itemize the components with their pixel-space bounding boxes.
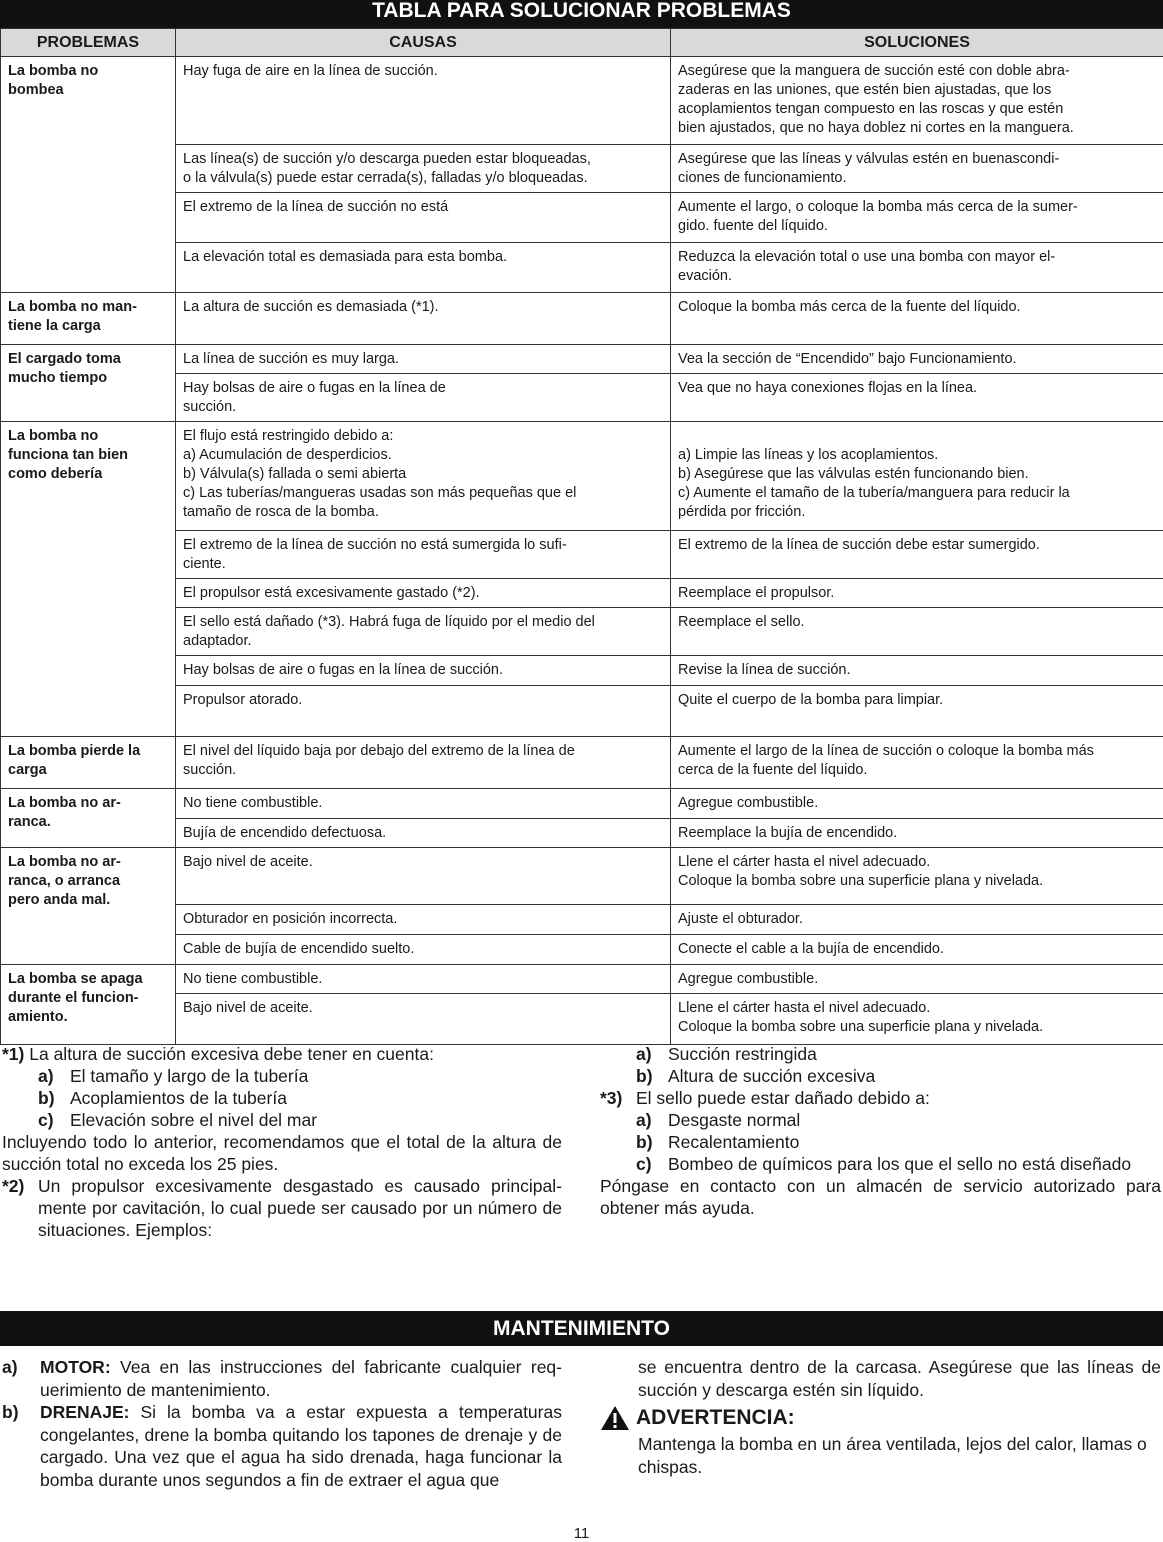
item-text: Bombeo de químicos para los que el sello no está diseñado [668,1154,1131,1174]
table-row [1,965,1163,994]
cause-cell [176,293,671,345]
table-row [1,848,1163,905]
table-row [1,293,1163,345]
solution-line: Reemplace el sello. [678,613,1156,632]
table-row [1,57,1163,145]
motor-label: MOTOR: [40,1357,111,1377]
footnote-3-item [600,1131,1161,1153]
solution-cell [671,374,1163,422]
footnote-2-item [600,1065,1161,1087]
cause-line: o la válvula(s) puede estar cerrada(s), falladas y/o bloqueadas. [183,169,663,188]
solution-cell [671,935,1163,965]
solution-line: Revise la línea de succión. [678,661,1156,680]
maintenance-item-motor [2,1356,562,1401]
solution-cell [671,905,1163,935]
cause-cell [176,145,671,193]
cause-cell [176,531,671,579]
table-row [1,737,1163,789]
problem-line: amiento. [8,1008,168,1027]
problem-cell [1,422,176,737]
table-row [1,193,1163,243]
column-header-problemas: PROBLEMAS [1,29,176,57]
solution-line: zaderas en las uniones, que estén bien ajustadas, que los [678,81,1156,100]
solution-line: Coloque la bomba sobre una superficie plana y nivelada. [678,872,1156,891]
item-text: Elevación sobre el nivel del mar [70,1110,317,1130]
cause-cell [176,935,671,965]
solution-cell [671,57,1163,145]
solution-line: Reduzca la elevación total o use una bomba con mayor el- [678,248,1156,267]
item-key: a) [636,1109,652,1131]
item-key: c) [636,1153,652,1175]
cause-cell [176,994,671,1045]
solution-line: Conecte el cable a la bujía de encendido. [678,940,1156,959]
solution-cell [671,848,1163,905]
solution-line: Aumente el largo, o coloque la bomba más cerca de la sumer- [678,198,1156,217]
footnote-3-item [600,1109,1161,1131]
solution-cell [671,193,1163,243]
solution-line: c) Aumente el tamaño de la tubería/manguera para reducir la [678,484,1156,503]
column-header-causas: CAUSAS [176,29,671,57]
problem-cell [1,965,176,1045]
problem-line: como debería [8,465,168,484]
problem-line: ranca. [8,813,168,832]
problem-line: El cargado toma [8,350,168,369]
solution-cell [671,789,1163,819]
table-row [1,243,1163,293]
cause-line: El nivel del líquido baja por debajo del extremo de la línea de [183,742,663,761]
page-number: 11 [0,1525,1163,1542]
cause-line: c) Las tuberías/mangueras usadas son más pequeñas que el [183,484,663,503]
cause-line: La línea de succión es muy larga. [183,350,663,369]
solution-cell [671,819,1163,848]
footnote-1-tag: *1) [2,1044,24,1064]
cause-cell [176,686,671,737]
table-row [1,905,1163,935]
footnote-1-item [2,1087,562,1109]
item-key: a) [2,1356,18,1379]
solution-line: cerca de la fuente del líquido. [678,761,1156,780]
footnote-3-tag: *3) [600,1087,622,1109]
cause-cell [176,848,671,905]
solution-line: Quite el cuerpo de la bomba para limpiar. [678,691,1156,710]
solution-line: Vea que no haya conexiones flojas en la línea. [678,379,1156,398]
cause-cell [176,608,671,656]
problem-line: mucho tiempo [8,369,168,388]
solution-line: Vea la sección de “Encendido” bajo Funcionamiento. [678,350,1156,369]
troubleshooting-title: TABLA PARA SOLUCIONAR PROBLEMAS [0,0,1163,28]
problem-cell [1,57,176,293]
solution-line: Coloque la bomba más cerca de la fuente del líquido. [678,298,1156,317]
item-key: a) [636,1043,652,1065]
drenaje-continuation-text: se encuentra dentro de la carcasa. Asegúrese que las líneas de succión y descarga estén sin líquido. [638,1357,1161,1400]
problem-line: tiene la carga [8,317,168,336]
item-text: Desgaste normal [668,1110,800,1130]
drenaje-label: DRENAJE: [40,1402,129,1422]
table-row [1,531,1163,579]
footnotes-left-column [2,1043,562,1241]
table-row [1,374,1163,422]
footnote-2-item [600,1043,1161,1065]
problem-line: funciona tan bien [8,446,168,465]
footnote-1-item [2,1109,562,1131]
cause-cell [176,345,671,374]
solution-line: Agregue combustible. [678,794,1156,813]
item-text: Succión restringida [668,1044,817,1064]
cause-cell [176,422,671,531]
solution-cell [671,686,1163,737]
footnote-3 [600,1087,1161,1109]
solution-line: ciones de funcionamiento. [678,169,1156,188]
solution-cell [671,243,1163,293]
cause-cell [176,965,671,994]
footnote-3-text: El sello puede estar dañado debido a: [636,1088,930,1108]
solution-line: gido. fuente del líquido. [678,217,1156,236]
warning-icon [600,1405,630,1431]
maintenance-right-column [600,1356,1161,1478]
table-row [1,994,1163,1045]
problem-line: La bomba pierde la [8,742,168,761]
solution-line [678,427,1156,446]
cause-line: No tiene combustible. [183,970,663,989]
footnote-3-item [600,1153,1161,1175]
solution-line: acoplamientos tengan compuesto en las roscas y que estén [678,100,1156,119]
cause-line: Las línea(s) de succión y/o descarga pueden estar bloqueadas, [183,150,663,169]
cause-line: El sello está dañado (*3). Habrá fuga de líquido por el medio del [183,613,663,632]
item-text: El tamaño y largo de la tubería [70,1066,308,1086]
problem-line: La bomba no [8,62,168,81]
cause-cell [176,789,671,819]
problem-line: La bomba no [8,427,168,446]
problem-cell [1,789,176,848]
item-text: Acoplamientos de la tubería [70,1088,287,1108]
item-key: b) [2,1401,19,1424]
warning-heading [600,1405,1161,1431]
item-key: b) [38,1087,55,1109]
solution-line: Reemplace el propulsor. [678,584,1156,603]
drenaje-continuation [600,1356,1161,1401]
solution-line: Asegúrese que la manguera de succión esté con doble abra- [678,62,1156,81]
solution-cell [671,965,1163,994]
cause-line: Bajo nivel de aceite. [183,853,663,872]
table-row [1,935,1163,965]
solution-cell [671,737,1163,789]
solution-cell [671,579,1163,608]
troubleshooting-table-container [0,28,1163,1045]
solution-line: a) Limpie las líneas y los acoplamientos. [678,446,1156,465]
cause-line: Cable de bujía de encendido suelto. [183,940,663,959]
cause-line: ciente. [183,555,663,574]
problem-cell [1,737,176,789]
footnotes-right-column [600,1043,1161,1219]
solution-line: Llene el cárter hasta el nivel adecuado. [678,999,1156,1018]
table-header-row [1,29,1163,57]
item-text: Recalentamiento [668,1132,799,1152]
cause-line: No tiene combustible. [183,794,663,813]
solution-line: Ajuste el obturador. [678,910,1156,929]
motor-text: Vea en las instrucciones del fabricante cualquier req-uerimiento de mantenimiento. [40,1357,562,1400]
problem-line: ranca, o arranca [8,872,168,891]
problem-line: durante el funcion- [8,989,168,1008]
solution-cell [671,145,1163,193]
solution-line: bien ajustados, que no haya doblez ni cortes en la manguera. [678,119,1156,138]
cause-line: Obturador en posición incorrecta. [183,910,663,929]
table-row [1,579,1163,608]
contact-text: Póngase en contacto con un almacén de servicio autorizado para obtener más ayuda. [600,1175,1161,1219]
cause-line: succión. [183,761,663,780]
problem-line: bombea [8,81,168,100]
cause-line: a) Acumulación de desperdicios. [183,446,663,465]
item-key: b) [636,1131,653,1153]
problem-line: La bomba no ar- [8,853,168,872]
solution-line: evación. [678,267,1156,286]
table-row [1,608,1163,656]
warning-text: Mantenga la bomba en un área ventilada, lejos del calor, llamas o chispas. [600,1433,1161,1478]
table-row [1,789,1163,819]
table-row [1,686,1163,737]
cause-line: tamaño de rosca de la bomba. [183,503,663,522]
footnote-1 [2,1043,562,1065]
cause-line: Propulsor atorado. [183,691,663,710]
cause-cell [176,374,671,422]
problem-cell [1,848,176,965]
table-row [1,345,1163,374]
footnote-2-text: Un propulsor excesivamente desgastado es causado principal-mente por cavitación, lo cual puede ser causado por un número de situaciones. Ejemplos: [38,1176,562,1240]
cause-line: Hay bolsas de aire o fugas en la línea de [183,379,663,398]
cause-cell [176,243,671,293]
cause-cell [176,57,671,145]
warning-title: ADVERTENCIA: [636,1407,795,1430]
solution-line: b) Asegúrese que las válvulas estén funcionando bien. [678,465,1156,484]
cause-line: b) Válvula(s) fallada o semi abierta [183,465,663,484]
solution-cell [671,422,1163,531]
solution-line: El extremo de la línea de succión debe estar sumergido. [678,536,1156,555]
cause-line: La altura de succión es demasiada (*1). [183,298,663,317]
table-body [1,57,1163,1045]
maintenance-left-column [2,1356,562,1491]
table-row [1,145,1163,193]
cause-cell [176,905,671,935]
cause-line: adaptador. [183,632,663,651]
cause-line: El flujo está restringido debido a: [183,427,663,446]
solution-line: Asegúrese que las líneas y válvulas estén en buenascondi- [678,150,1156,169]
table-row [1,656,1163,686]
cause-cell [176,579,671,608]
cause-line: La elevación total es demasiada para esta bomba. [183,248,663,267]
footnote-1-text: La altura de succión excesiva debe tener en cuenta: [29,1044,434,1064]
cause-cell [176,193,671,243]
solution-line: pérdida por fricción. [678,503,1156,522]
item-key: a) [38,1065,54,1087]
solution-cell [671,656,1163,686]
cause-line: Bujía de encendido defectuosa. [183,824,663,843]
footnote-2-tag: *2) [2,1175,24,1197]
cause-cell [176,656,671,686]
solution-cell [671,293,1163,345]
cause-line: El extremo de la línea de succión no está [183,198,663,217]
solution-cell [671,994,1163,1045]
footnote-1-item [2,1065,562,1087]
problem-cell [1,293,176,345]
problem-line: La bomba no man- [8,298,168,317]
solution-line: Reemplace la bujía de encendido. [678,824,1156,843]
solution-cell [671,345,1163,374]
problem-line: pero anda mal. [8,891,168,910]
problem-line: La bomba se apaga [8,970,168,989]
cause-cell [176,819,671,848]
problem-line: carga [8,761,168,780]
troubleshooting-table [0,28,1163,1045]
drenaje-text: Si la bomba va a estar expuesta a temperaturas congelantes, drene la bomba quitando los tapones de drenaje y de cargado. Una vez que el agua ha sido drenada, haga funcionar la bomba durante unos segundos a fin de extraer el agua que [40,1402,562,1490]
item-text: Altura de succión excesiva [668,1066,875,1086]
cause-line: succión. [183,398,663,417]
maintenance-title: MANTENIMIENTO [0,1311,1163,1346]
footnote-1-summary: Incluyendo todo lo anterior, recomendamos que el total de la altura de succión total no exceda los 25 pies. [2,1131,562,1175]
cause-line: Hay fuga de aire en la línea de succión. [183,62,663,81]
cause-line: Hay bolsas de aire o fugas en la línea de succión. [183,661,663,680]
cause-line: Bajo nivel de aceite. [183,999,663,1018]
column-header-soluciones: SOLUCIONES [671,29,1163,57]
cause-line: El propulsor está excesivamente gastado (*2). [183,584,663,603]
solution-line: Coloque la bomba sobre una superficie plana y nivelada. [678,1018,1156,1037]
problem-cell [1,345,176,422]
cause-cell [176,737,671,789]
cause-line: El extremo de la línea de succión no está sumergida lo sufi- [183,536,663,555]
item-key: c) [38,1109,54,1131]
table-row [1,819,1163,848]
table-row [1,422,1163,531]
solution-line: Llene el cárter hasta el nivel adecuado. [678,853,1156,872]
solution-line: Agregue combustible. [678,970,1156,989]
solution-cell [671,608,1163,656]
problem-line: La bomba no ar- [8,794,168,813]
footnote-2 [2,1175,562,1241]
maintenance-item-drenaje [2,1401,562,1491]
solution-line: Aumente el largo de la línea de succión o coloque la bomba más [678,742,1156,761]
solution-cell [671,531,1163,579]
item-key: b) [636,1065,653,1087]
